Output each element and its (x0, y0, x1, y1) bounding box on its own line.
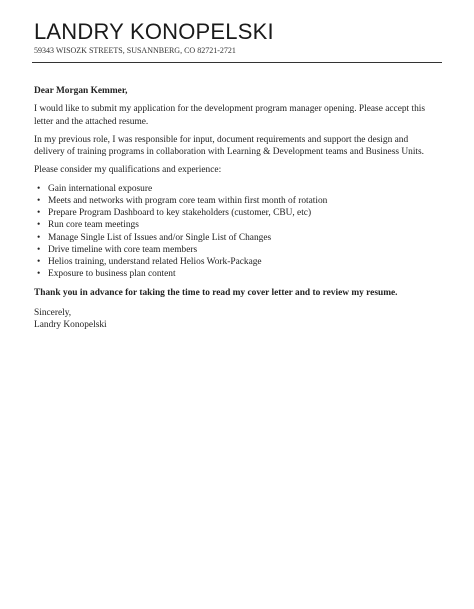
list-item (34, 244, 440, 256)
list-item (34, 268, 440, 280)
list-item (34, 219, 440, 231)
list-item (34, 183, 440, 195)
list-item (34, 195, 440, 207)
letter-body (34, 85, 440, 331)
signoff: Sincerely, (34, 307, 72, 318)
list-item-text: Gain international exposure (48, 183, 153, 194)
list-item-text: Manage Single List of Issues and/or Single List of Changes (48, 232, 272, 243)
qualifications-intro: Please consider my qualifications and experience: (34, 165, 222, 176)
bullet-icon: • (37, 232, 41, 243)
list-item-text: Drive timeline with core team members (48, 244, 198, 255)
list-item (34, 232, 440, 244)
intro-paragraph: I would like to submit my application for the development program manager opening. Please accept this letter and the attached resume. (34, 104, 426, 127)
bullet-icon: • (37, 195, 41, 206)
list-item-text: Prepare Program Dashboard to key stakeholders (customer, CBU, etc) (48, 208, 312, 219)
signer-name: Landry Konopelski (34, 320, 107, 330)
applicant-name: LANDRY KONOPELSKI (34, 19, 274, 44)
bullet-icon: • (37, 244, 41, 255)
bullet-icon: • (37, 183, 41, 194)
list-item-text: Run core team meetings (48, 220, 139, 231)
letter-greeting: Dear Morgan Kemmer, (34, 86, 128, 96)
list-item (34, 256, 440, 268)
list-item (34, 207, 440, 219)
applicant-address: 59343 WISOZK STREETS, SUSANNBERG, CO 82721-2721 (34, 46, 236, 55)
qualifications-list (34, 183, 440, 281)
list-item-text: Helios training, understand related Helios Work-Package (48, 257, 262, 267)
bullet-icon: • (37, 269, 41, 280)
header-divider (32, 62, 442, 63)
bullet-icon: • (37, 220, 41, 231)
closing-statement: Thank you in advance for taking the time to read my cover letter and to review my resume. (34, 288, 398, 299)
letter-header (34, 19, 444, 56)
experience-paragraph: In my previous role, I was responsible for input, document requirements and support the design and delivery of training programs in collaboration with Learning & Development teams and Business Units. (34, 134, 425, 158)
list-item-text: Exposure to business plan content (48, 269, 176, 280)
bullet-icon: • (37, 208, 41, 219)
list-item-text: Meets and networks with program core team within first month of rotation (48, 195, 328, 206)
bullet-icon: • (37, 257, 41, 267)
